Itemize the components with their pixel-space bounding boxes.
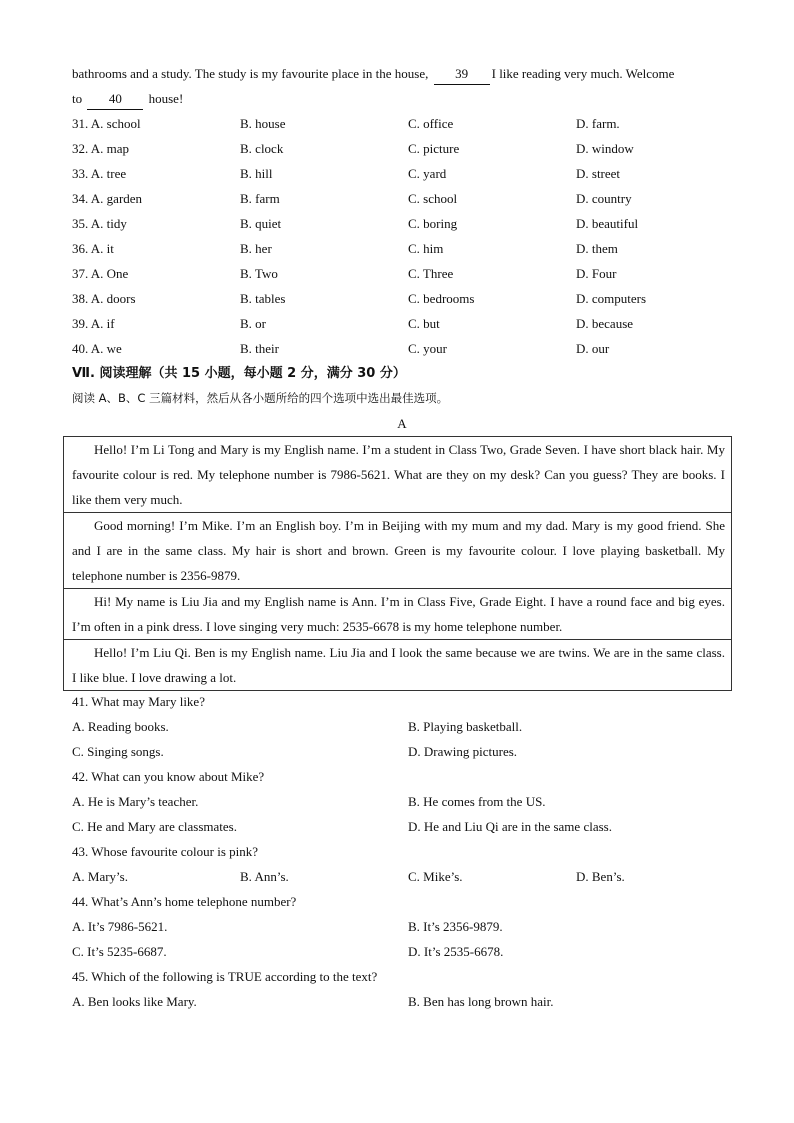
passage-text: to [72,91,83,106]
answer-option: A. Ben looks like Mary. [72,994,197,1009]
passage-a-paragraph: Hello! I’m Liu Qi. Ben is my English name. Liu Jia and I look the same because we are twins. We are in the same class. I like blue. I love drawing a lot. [72,645,725,685]
cloze-option: 40. A. we [72,341,122,356]
answer-row [72,989,732,1014]
answer-option: A. He is Mary’s teacher. [72,794,199,809]
answer-option: D. He and Liu Qi are in the same class. [408,819,612,834]
question-stem: 43. Whose favourite colour is pink? [72,844,259,859]
cloze-option: C. picture [408,141,460,156]
answer-option: B. Ann’s. [240,869,289,884]
cloze-option: C. boring [408,216,458,231]
passage-a-table [63,436,732,691]
answer-option: D. It’s 2535-6678. [408,944,504,959]
passage-line-2 [72,86,732,111]
cloze-option: D. because [576,316,634,331]
answer-option: B. It’s 2356-9879. [408,919,503,934]
cloze-option-row [72,336,732,361]
passage-line-1 [72,61,732,86]
questions-list [72,689,732,1014]
cloze-option: B. or [240,316,266,331]
cloze-option: B. hill [240,166,273,181]
cloze-option: B. farm [240,191,280,206]
passage-a-paragraph: Hi! My name is Liu Jia and my English name is Ann. I’m in Class Five, Grade Eight. I have a round face and big eyes. I’m often in a pink dress. I love singing very much: 2535-6678 is my home telephone number. [72,594,725,634]
section-title: Ⅶ. 阅读理解（共 15 小题，每小题 2 分，满分 30 分） [72,366,406,381]
answer-row [72,914,732,939]
cloze-option-row [72,311,732,336]
question-stem: 45. Which of the following is TRUE according to the text? [72,969,378,984]
answer-row [72,789,732,814]
answer-option: B. He comes from the US. [408,794,546,809]
answer-option: D. Drawing pictures. [408,744,518,759]
cloze-option: B. clock [240,141,284,156]
passage-a-cell [64,512,731,588]
question-stem: 42. What can you know about Mike? [72,769,265,784]
passage-text: house! [148,91,184,106]
passage-a-cell [64,437,731,512]
cloze-option-row [72,286,732,311]
answer-option: A. It’s 7986-5621. [72,919,168,934]
cloze-option-row [72,211,732,236]
cloze-option: D. farm. [576,116,620,131]
cloze-option: 38. A. doors [72,291,136,306]
cloze-option-row [72,236,732,261]
answer-option: C. Singing songs. [72,744,164,759]
answer-row [72,939,732,964]
passage-a-cell [64,588,731,639]
cloze-option: D. Four [576,266,617,281]
answer-option: A. Reading books. [72,719,169,734]
answer-row [72,714,732,739]
cloze-option: C. yard [408,166,447,181]
cloze-option: 37. A. One [72,266,129,281]
question-stem: 44. What’s Ann’s home telephone number? [72,894,297,909]
passage-text: bathrooms and a study. The study is my favourite place in the house, [72,66,429,81]
cloze-option: 34. A. garden [72,191,143,206]
cloze-option: 39. A. if [72,316,115,331]
cloze-option: C. bedrooms [408,291,475,306]
answer-row [72,864,732,889]
answer-option: B. Playing basketball. [408,719,523,734]
cloze-option-row [72,261,732,286]
cloze-option: D. country [576,191,632,206]
cloze-option: C. but [408,316,440,331]
cloze-option: C. your [408,341,447,356]
cloze-option-row [72,111,732,136]
answer-option: B. Ben has long brown hair. [408,994,554,1009]
answer-option: C. Mike’s. [408,869,463,884]
cloze-option: C. Three [408,266,454,281]
answer-row [72,739,732,764]
cloze-option-row [72,186,732,211]
page-body [72,61,732,436]
cloze-option-row [72,161,732,186]
question-stem: 41. What may Mary like? [72,694,205,709]
cloze-option: 35. A. tidy [72,216,127,231]
passage-a-paragraph: Hello! I’m Li Tong and Mary is my English name. I’m a student in Class Two, Grade Seven. I have short black hair. My favourite colour is red. My telephone number is 7986-5621. What are they on my desk? Can you guess? They are books. I like them very much. [72,442,725,507]
passage-text: I like reading very much. Welcome [491,66,675,81]
cloze-option: B. quiet [240,216,282,231]
cloze-option-row [72,136,732,161]
cloze-options [72,111,732,361]
cloze-option: 33. A. tree [72,166,127,181]
cloze-option: D. computers [576,291,647,306]
passage-a-cell [64,639,731,690]
cloze-option: C. office [408,116,454,131]
cloze-option: B. tables [240,291,286,306]
cloze-option: B. house [240,116,286,131]
cloze-option: D. our [576,341,610,356]
section-instruction: 阅读 A、B、C 三篇材料，然后从各小题所给的四个选项中选出最佳选项。 [72,391,449,405]
cloze-option: 32. A. map [72,141,130,156]
answer-option: A. Mary’s. [72,869,128,884]
answer-option: D. Ben’s. [576,869,625,884]
cloze-option: B. her [240,241,272,256]
passage-label: A [397,416,407,431]
cloze-option: C. him [408,241,444,256]
cloze-option: D. beautiful [576,216,639,231]
blank-40: 40 [87,89,143,110]
cloze-option: D. them [576,241,618,256]
answer-option: C. It’s 5235-6687. [72,944,167,959]
cloze-option: C. school [408,191,458,206]
cloze-option: B. Two [240,266,278,281]
cloze-option: D. window [576,141,634,156]
answer-row [72,814,732,839]
blank-39: 39 [434,64,490,85]
answer-option: C. He and Mary are classmates. [72,819,237,834]
cloze-option: 31. A. school [72,116,141,131]
cloze-option: D. street [576,166,621,181]
passage-a-paragraph: Good morning! I’m Mike. I’m an English boy. I’m in Beijing with my mum and my dad. Mary is my good friend. She and I are in the same class. My hair is short and brown. Green is my favourite colour. I love playing basketball. My telephone number is 2356-9879. [72,518,725,583]
cloze-option: B. their [240,341,279,356]
cloze-option: 36. A. it [72,241,114,256]
